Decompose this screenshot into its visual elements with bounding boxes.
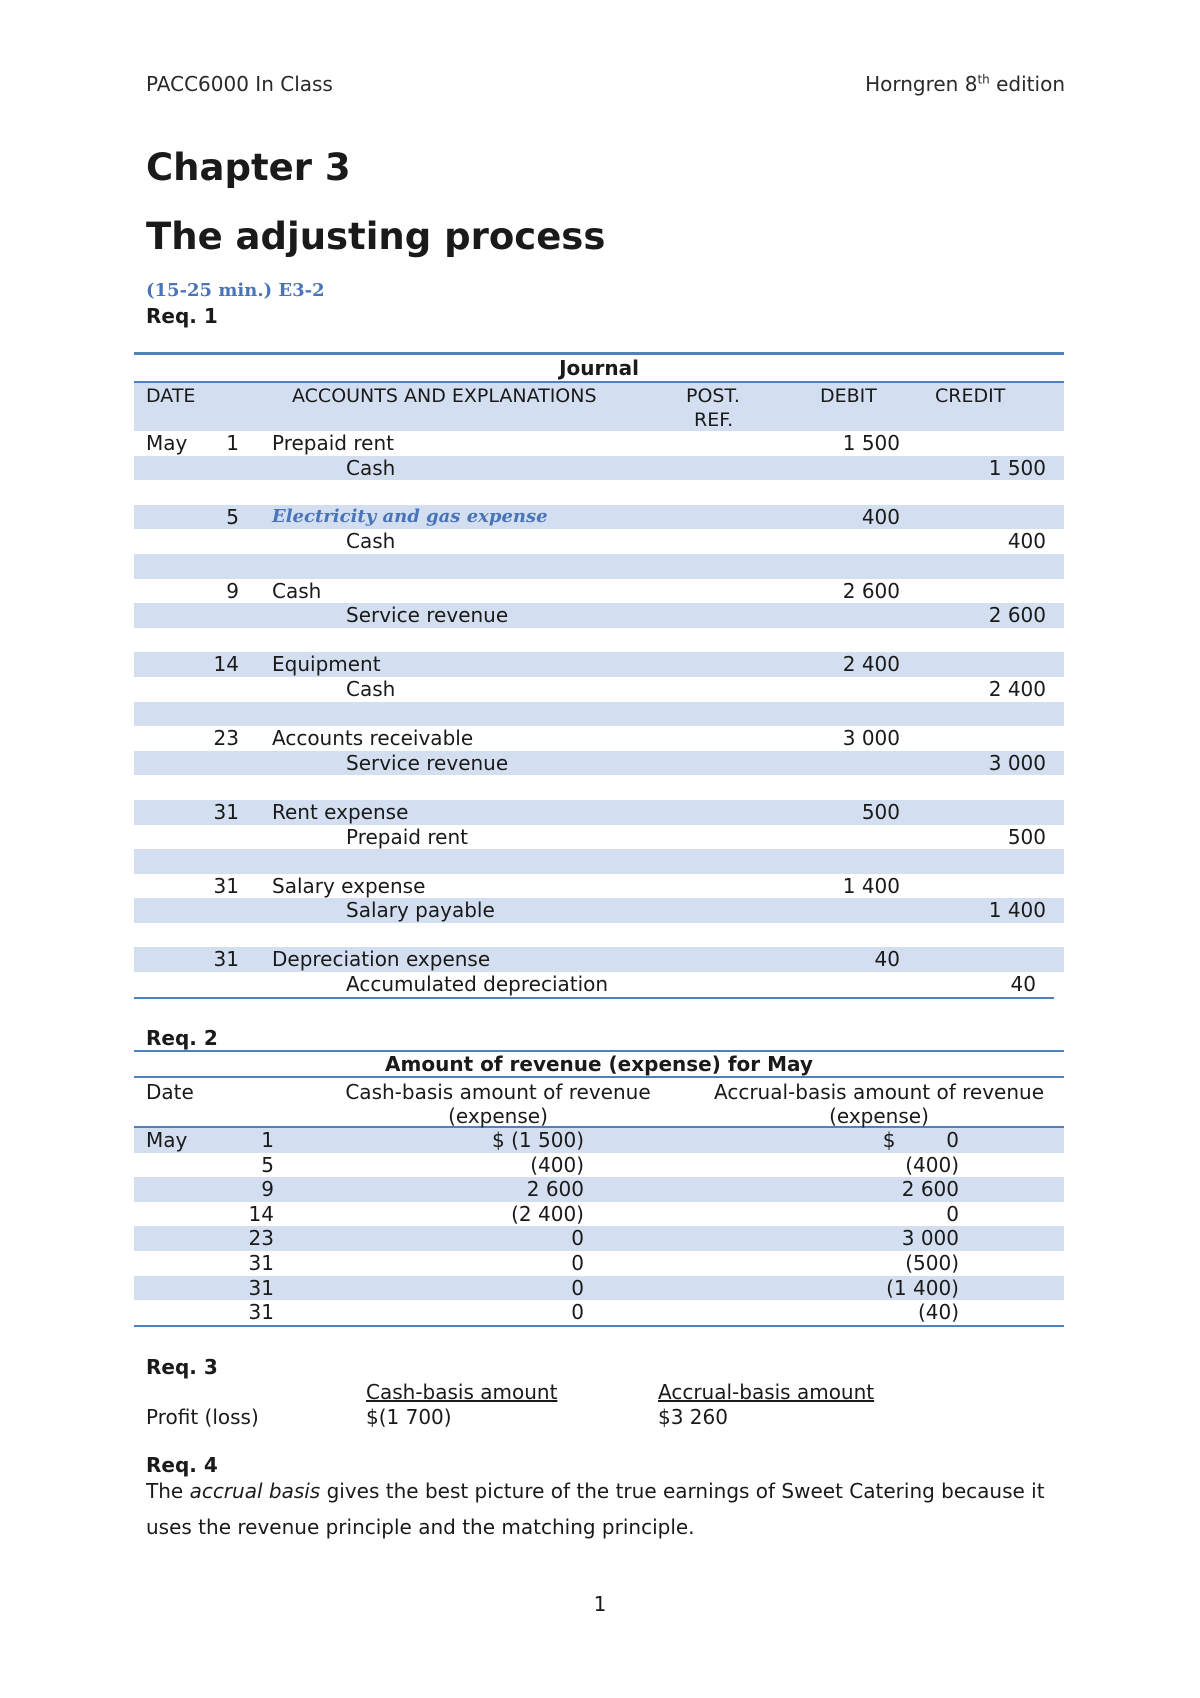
revenue-header-row [134, 1078, 1064, 1128]
revenue-row [134, 1153, 1064, 1178]
journal-account: Equipment [272, 652, 381, 677]
header-edition: Horngren 8th edition [865, 72, 1065, 96]
revenue-row [134, 1202, 1064, 1227]
journal-day: 1 [226, 431, 239, 455]
journal-row [134, 603, 1064, 628]
revenue-table [134, 1050, 1064, 1327]
journal-account: Accounts receivable [272, 726, 474, 751]
revenue-cash: 0 [571, 1300, 584, 1325]
journal-debit: 3 000 [842, 726, 900, 751]
col-debit: DEBIT [820, 385, 877, 407]
journal-row [134, 456, 1064, 481]
journal-credit: 2 400 [988, 676, 1046, 701]
revenue-row [134, 1177, 1064, 1202]
revenue-bottom-rule [134, 1325, 1064, 1327]
revenue-row [134, 1128, 1064, 1153]
page-title: The adjusting process [146, 215, 606, 258]
req3-cash-value: $(1 700) [366, 1405, 452, 1429]
journal-account: Accumulated depreciation [346, 972, 609, 997]
revenue-day: 1 [261, 1128, 274, 1152]
journal-account: Salary payable [346, 898, 495, 923]
journal-credit: 2 600 [988, 603, 1046, 628]
journal-debit: 40 [874, 947, 900, 972]
journal-row [134, 874, 1064, 899]
col-date: DATE [146, 385, 196, 407]
journal-credit: 1 500 [988, 455, 1046, 480]
revenue-accrual: 3 000 [901, 1226, 959, 1251]
journal-account: Cash [346, 455, 396, 480]
revenue-body [134, 1128, 1064, 1325]
journal-account: Service revenue [346, 603, 509, 628]
journal-row [134, 775, 1064, 800]
journal-account: Cash [346, 676, 396, 701]
journal-credit: 1 400 [988, 898, 1046, 923]
revenue-accrual: 2 600 [901, 1177, 959, 1202]
journal-title: Journal [559, 356, 639, 380]
revenue-accrual: (1 400) [886, 1275, 959, 1300]
revenue-row [134, 1276, 1064, 1301]
journal-account: Electricity and gas expense [272, 505, 548, 527]
journal-day: 14 [213, 652, 239, 677]
page-number: 1 [593, 1592, 607, 1616]
journal-credit: 3 000 [988, 750, 1046, 775]
revenue-cash: 2 600 [526, 1177, 584, 1202]
revenue-cash: 0 [571, 1226, 584, 1251]
revenue-accrual: $ 0 [882, 1128, 959, 1152]
journal-row [134, 800, 1064, 825]
req4-line1: The accrual basis gives the best picture of the true earnings of Sweet Catering because it [146, 1479, 1045, 1503]
journal-credit: 400 [1007, 529, 1046, 554]
journal-debit: 2 400 [842, 652, 900, 677]
revenue-cash: (2 400) [511, 1201, 584, 1226]
req4-line2: uses the revenue principle and the matching principle. [146, 1515, 695, 1539]
revenue-day: 31 [248, 1300, 274, 1325]
journal-row [134, 579, 1064, 604]
journal-account: Cash [272, 578, 322, 603]
journal-row [134, 751, 1064, 776]
journal-row [134, 947, 1064, 972]
journal-row [134, 677, 1064, 702]
req3-cash-heading: Cash-basis amount [366, 1380, 558, 1404]
revenue-row [134, 1251, 1064, 1276]
revenue-day: 5 [261, 1152, 274, 1177]
journal-debit: 500 [861, 799, 900, 824]
req3-row-label: Profit (loss) [146, 1405, 259, 1429]
journal-row [134, 480, 1064, 505]
req2-label: Req. 2 [146, 1026, 218, 1050]
revenue-row [134, 1226, 1064, 1251]
journal-account: Depreciation expense [272, 947, 491, 972]
journal-month: May [146, 431, 188, 455]
journal-debit: 1 500 [842, 431, 900, 455]
journal-account: Prepaid rent [346, 824, 468, 849]
rev-col-date: Date [146, 1080, 194, 1104]
journal-row [134, 505, 1064, 530]
req1-label: Req. 1 [146, 304, 218, 328]
journal-row [134, 726, 1064, 751]
journal-row [134, 652, 1064, 677]
journal-day: 5 [226, 504, 239, 529]
rev-col-accrual-2: (expense) [829, 1104, 929, 1128]
col-post-ref-2: REF. [694, 409, 734, 431]
revenue-day: 31 [248, 1275, 274, 1300]
journal-row [134, 972, 1054, 999]
journal-row [134, 554, 1064, 579]
revenue-cash: 0 [571, 1250, 584, 1275]
journal-row [134, 825, 1064, 850]
journal-day: 31 [213, 873, 239, 898]
journal-account: Salary expense [272, 873, 426, 898]
req3-accrual-value: $3 260 [658, 1405, 728, 1429]
rev-col-cash-2: (expense) [448, 1104, 548, 1128]
journal-account: Rent expense [272, 799, 409, 824]
header-course: PACC6000 In Class [146, 72, 333, 96]
req3-accrual-heading: Accrual-basis amount [658, 1380, 875, 1404]
revenue-day: 23 [248, 1226, 274, 1251]
revenue-day: 31 [248, 1250, 274, 1275]
chapter-heading: Chapter 3 [146, 146, 351, 189]
revenue-accrual: (40) [917, 1300, 959, 1325]
journal-account: Cash [346, 529, 396, 554]
revenue-table-title: Amount of revenue (expense) for May [134, 1050, 1064, 1078]
journal-row [134, 702, 1064, 727]
req3-label: Req. 3 [146, 1355, 218, 1379]
journal-header-row [134, 381, 1064, 431]
journal-day: 31 [213, 947, 239, 972]
journal-row [134, 923, 1064, 948]
revenue-month: May [146, 1128, 188, 1152]
journal-debit: 1 400 [842, 873, 900, 898]
revenue-day: 14 [248, 1201, 274, 1226]
rev-col-cash: Cash-basis amount of revenue [345, 1080, 651, 1104]
revenue-row [134, 1300, 1064, 1325]
col-post-ref: POST. [686, 385, 740, 407]
journal-body [134, 431, 1064, 999]
revenue-cash: (400) [530, 1152, 584, 1177]
journal-row [134, 898, 1064, 923]
rev-col-accrual: Accrual-basis amount of revenue [714, 1080, 1044, 1104]
journal-debit: 400 [861, 504, 900, 529]
col-accounts: ACCOUNTS AND EXPLANATIONS [292, 385, 597, 407]
revenue-cash: 0 [571, 1275, 584, 1300]
revenue-cash: $ (1 500) [492, 1128, 584, 1152]
exercise-label: (15-25 min.) E3-2 [146, 280, 325, 301]
journal-row [134, 529, 1064, 554]
journal-day: 23 [213, 726, 239, 751]
journal-day: 31 [213, 799, 239, 824]
journal-row [134, 431, 1064, 456]
journal-account: Prepaid rent [272, 431, 394, 455]
journal-row [134, 849, 1064, 874]
revenue-accrual: 0 [946, 1201, 959, 1226]
col-credit: CREDIT [935, 385, 1006, 407]
journal-credit: 500 [1007, 824, 1046, 849]
journal-table [134, 352, 1064, 999]
journal-debit: 2 600 [842, 578, 900, 603]
revenue-day: 9 [261, 1177, 274, 1202]
req4-label: Req. 4 [146, 1453, 218, 1477]
journal-credit: 40 [1010, 972, 1036, 997]
revenue-accrual: (400) [905, 1152, 959, 1177]
journal-day: 9 [226, 578, 239, 603]
journal-account: Service revenue [346, 750, 509, 775]
revenue-accrual: (500) [905, 1250, 959, 1275]
journal-row [134, 628, 1064, 653]
